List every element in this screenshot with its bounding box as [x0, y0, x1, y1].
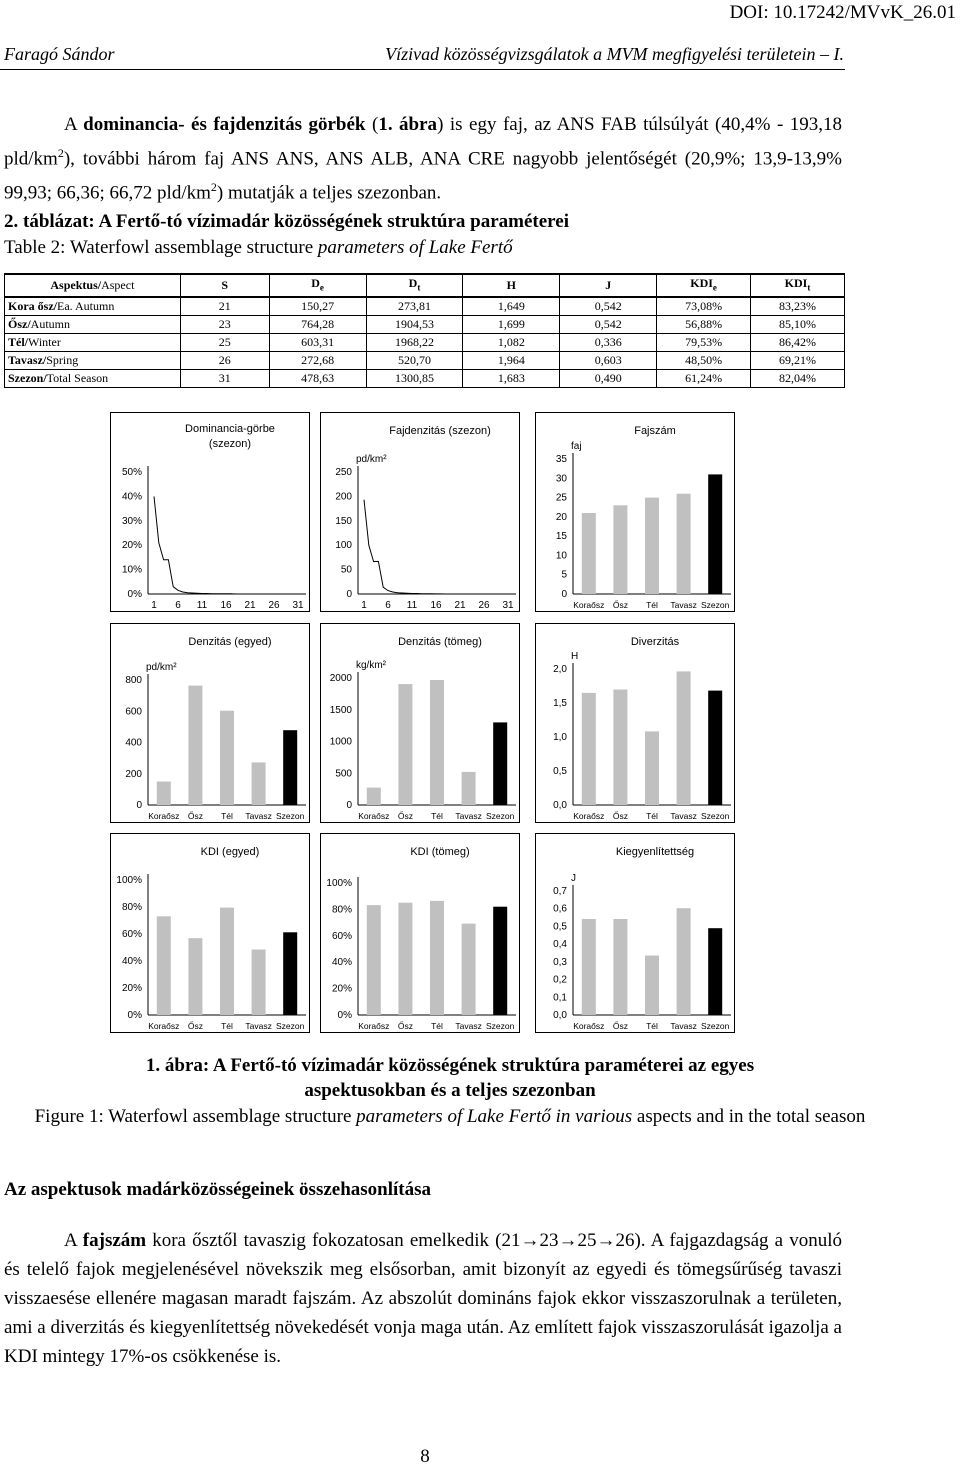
- x-tick-label: Tél: [646, 1021, 658, 1031]
- x-tick-label: Tavasz: [245, 1021, 272, 1031]
- chart-denzitas-egyed: [110, 623, 310, 823]
- series-line: [364, 500, 508, 594]
- row-label-en: Ea. Autumn: [57, 299, 115, 314]
- chart-dominancia: [110, 412, 310, 612]
- x-tick-label: Tavasz: [670, 600, 697, 610]
- chart-title: Denzitás (egyed): [188, 636, 272, 648]
- y-tick-label: 0: [561, 589, 567, 600]
- table-row: [5, 334, 845, 352]
- x-tick-label: 21: [454, 600, 466, 611]
- x-tick-label: Szezon: [701, 600, 730, 610]
- table-cell: 520,70: [366, 352, 463, 370]
- chart-kiegyenlitettseg: [535, 833, 735, 1033]
- x-tick-label: Szezon: [486, 811, 515, 821]
- y-tick-label: 30%: [121, 515, 142, 527]
- header-sub: t: [417, 282, 421, 293]
- bar: [493, 722, 507, 805]
- table-cell: 26: [180, 352, 269, 370]
- table-cell: 0,603: [560, 352, 657, 370]
- table-cell: 83,23%: [751, 297, 845, 316]
- intro-text: ) is egy faj, az ANS FAB túlsúlyát (40,4% - 193,18 pld/km: [4, 114, 843, 170]
- x-tick-label: Szezon: [701, 811, 730, 821]
- row-label-en: Autumn: [30, 317, 71, 332]
- x-tick-label: Koraősz: [148, 811, 180, 821]
- x-tick-label: Tél: [221, 1021, 233, 1031]
- y-tick-label: 100%: [116, 875, 142, 886]
- y-tick-label: 200: [125, 768, 142, 780]
- chart-svg: [535, 623, 735, 823]
- y-tick-label: 0,0: [553, 1010, 567, 1021]
- x-tick-label: Ősz: [612, 811, 628, 821]
- table-cell: 603,31: [269, 334, 366, 352]
- chart-title: Diverzitás: [630, 636, 680, 648]
- bar: [430, 901, 444, 1015]
- bar: [613, 919, 627, 1015]
- x-tick-label: 26: [478, 600, 490, 611]
- table-row: [5, 316, 845, 334]
- bar: [645, 956, 659, 1016]
- table-cell: 23: [180, 316, 269, 334]
- y-axis-label: J: [571, 873, 576, 884]
- x-tick-label: Tavasz: [455, 1021, 482, 1031]
- table-cell: 0,336: [560, 334, 657, 352]
- x-tick-label: 6: [385, 600, 391, 611]
- series-line: [154, 496, 298, 594]
- table-cell: 1,964: [463, 352, 560, 370]
- body-text: kora ősztől tavaszig fokozatosan emelkedik (21→23→25→26). A fajgazdagság a vonuló és telelő fajok megjelenésével növekszik meg elsősorban, amit bizonyít az egyedi és tömegsűrűség tavaszi visszaesése ellenére magasan maradt fajszám. Az abszolút domináns fajok ekkor visszaszorulnak a területen, ami a diverzitás és kiegyenlítettség növekedését vonja maga után. Az említett fajok visszaszorulását igazolja a KDI mintegy 17%-os csökkenése is.: [4, 1230, 842, 1367]
- y-tick-label: 40%: [121, 491, 142, 503]
- fig-cap-en: Figure 1: Waterfowl assemblage structure: [34, 1106, 357, 1127]
- y-tick-label: 100%: [326, 878, 352, 889]
- x-tick-label: 26: [268, 600, 280, 611]
- header-bold: KDI: [784, 276, 808, 290]
- table-header-cell: [180, 274, 269, 297]
- chart-svg: [110, 412, 310, 612]
- running-author: Faragó Sándor: [4, 44, 115, 64]
- bar: [398, 684, 412, 805]
- x-tick-label: Koraősz: [573, 811, 605, 821]
- row-label-hu: Ősz/: [8, 317, 31, 332]
- table-header-cell: [5, 274, 181, 297]
- intro-text: ) mutatják a teljes szezonban.: [216, 182, 442, 204]
- bar: [645, 731, 659, 805]
- y-tick-label: 20: [555, 511, 567, 523]
- y-tick-label: 0: [346, 800, 352, 811]
- chart-frame: [111, 624, 310, 823]
- bar: [582, 919, 596, 1015]
- chart-title: Denzitás (tömeg): [398, 636, 482, 648]
- x-tick-label: Ősz: [187, 1021, 203, 1031]
- table-cell: 79,53%: [657, 334, 751, 352]
- y-tick-label: 50%: [121, 467, 142, 478]
- y-tick-label: 15: [555, 531, 567, 543]
- chart-svg: [320, 833, 520, 1033]
- chart-svg: [320, 623, 520, 823]
- chart-denzitas-tomeg: [320, 623, 520, 823]
- bar: [220, 908, 234, 1015]
- table-cell: 272,68: [269, 352, 366, 370]
- chart-svg: [320, 412, 520, 612]
- y-tick-label: 0%: [127, 1010, 142, 1021]
- chart-title: Dominancia-görbe: [185, 423, 275, 435]
- table-cell: 1,683: [463, 370, 560, 388]
- x-tick-label: Koraősz: [148, 1021, 180, 1031]
- bar: [493, 907, 507, 1015]
- header-bold: S: [221, 278, 229, 293]
- table-cell: 0,542: [560, 297, 657, 316]
- y-axis-label: pd/km²: [146, 662, 177, 673]
- y-tick-label: 60%: [121, 929, 142, 940]
- x-tick-label: Szezon: [276, 811, 305, 821]
- intro-text: A: [64, 114, 84, 135]
- row-label: [5, 370, 181, 388]
- bar: [283, 932, 297, 1015]
- header-bold: J: [605, 278, 612, 293]
- bar: [462, 924, 476, 1015]
- header-rule: [0, 69, 845, 70]
- chart-frame: [321, 413, 520, 612]
- bar: [677, 494, 691, 594]
- y-tick-label: 5: [561, 569, 567, 581]
- x-tick-label: 16: [430, 600, 442, 611]
- table-header-row: [5, 274, 845, 297]
- y-tick-label: 800: [125, 675, 142, 686]
- y-tick-label: 0: [346, 589, 352, 600]
- y-tick-label: 0,0: [553, 800, 567, 811]
- body-bold: fajszám: [82, 1230, 147, 1251]
- row-label: [5, 297, 181, 316]
- header-bold: H: [506, 278, 517, 293]
- table-body: [5, 297, 845, 388]
- y-tick-label: 200: [335, 491, 352, 503]
- table-cell: 1904,53: [366, 316, 463, 334]
- chart-title: (szezon): [208, 438, 252, 450]
- bar: [708, 474, 722, 594]
- page-number: 8: [420, 1446, 430, 1467]
- y-tick-label: 1,5: [553, 698, 567, 709]
- y-tick-label: 100: [335, 540, 352, 552]
- chart-fajdenzitas: [320, 412, 520, 612]
- row-label-en: Total Season: [46, 371, 109, 386]
- x-tick-label: Ősz: [612, 600, 628, 610]
- y-tick-label: 0,6: [553, 903, 567, 915]
- table-header-cell: [366, 274, 463, 297]
- x-tick-label: Szezon: [701, 1021, 730, 1031]
- row-label-en: Winter: [28, 335, 61, 350]
- structure-table: [4, 273, 845, 388]
- y-axis-label: faj: [571, 441, 582, 452]
- y-tick-label: 25: [555, 492, 567, 504]
- chart-kdi-tomeg: [320, 833, 520, 1033]
- x-tick-label: Ősz: [397, 811, 413, 821]
- y-tick-label: 60%: [331, 930, 352, 942]
- table-header-cell: [657, 274, 751, 297]
- y-tick-label: 250: [335, 467, 352, 478]
- x-tick-label: 21: [244, 600, 256, 611]
- y-tick-label: 0,7: [553, 886, 567, 897]
- bar: [252, 950, 266, 1016]
- bar: [367, 905, 381, 1015]
- x-tick-label: Tavasz: [670, 811, 697, 821]
- x-tick-label: Tél: [646, 811, 658, 821]
- fig-cap-en: aspects and in the total season: [632, 1106, 866, 1127]
- bar: [188, 938, 202, 1015]
- intro-bold: dominancia- és fajdenzitás görbék: [83, 114, 366, 135]
- intro-sup: 2: [57, 146, 64, 160]
- header-bold: D: [311, 276, 320, 290]
- x-tick-label: 16: [220, 600, 232, 611]
- row-label-hu: Kora ősz/: [8, 299, 57, 314]
- table-cell: 82,04%: [751, 370, 845, 388]
- table-header-cell: [463, 274, 560, 297]
- table-cell: 73,08%: [657, 297, 751, 316]
- y-tick-label: 0,1: [553, 992, 567, 1004]
- bar: [708, 691, 722, 805]
- y-tick-label: 20%: [331, 983, 352, 995]
- bar: [430, 680, 444, 805]
- chart-frame: [536, 624, 735, 823]
- bar: [157, 916, 171, 1015]
- bar: [252, 762, 266, 805]
- x-tick-label: Szezon: [486, 1021, 515, 1031]
- y-tick-label: 0,3: [553, 956, 567, 968]
- chart-svg: [535, 833, 735, 1033]
- table-row: [5, 297, 845, 316]
- table-cell: 150,27: [269, 297, 366, 316]
- row-label: [5, 316, 181, 334]
- chart-svg: [535, 412, 735, 612]
- bar: [613, 505, 627, 594]
- table-caption-hu: 2. táblázat: A Fertő-tó vízimadár közösségének struktúra paraméterei: [4, 211, 569, 232]
- row-label-hu: Tavasz/: [8, 353, 47, 368]
- y-tick-label: 0%: [337, 1010, 352, 1021]
- y-tick-label: 150: [335, 515, 352, 527]
- y-tick-label: 10%: [121, 564, 142, 576]
- table-cell: 478,63: [269, 370, 366, 388]
- x-tick-label: Tavasz: [245, 811, 272, 821]
- y-tick-label: 10: [555, 550, 567, 562]
- y-tick-label: 0%: [127, 589, 142, 600]
- y-tick-label: 1500: [329, 704, 352, 716]
- table-cell: 1300,85: [366, 370, 463, 388]
- header-bold: Aspektus/: [50, 278, 102, 293]
- y-tick-label: 30: [555, 473, 567, 485]
- chart-title: Fajszám: [634, 425, 676, 437]
- table-cell: 1968,22: [366, 334, 463, 352]
- table-cell: 85,10%: [751, 316, 845, 334]
- y-tick-label: 400: [125, 737, 142, 749]
- figure-caption-en: [0, 1105, 900, 1129]
- chart-fajszam: [535, 412, 735, 612]
- table-cell: 21: [180, 297, 269, 316]
- row-label-en: Spring: [46, 353, 79, 368]
- x-tick-label: Tél: [431, 1021, 443, 1031]
- fig-cap-line2: aspektusokban és a teljes szezonban: [304, 1080, 596, 1101]
- bar: [283, 730, 297, 805]
- body-paragraph: [4, 1226, 842, 1371]
- table-cell: 1,082: [463, 334, 560, 352]
- bar: [645, 498, 659, 594]
- chart-title: Fajdenzitás (szezon): [389, 425, 491, 437]
- y-tick-label: 35: [555, 454, 567, 465]
- intro-paragraph: [4, 110, 842, 208]
- table-cell: 61,24%: [657, 370, 751, 388]
- bar: [188, 686, 202, 805]
- chart-diverzitas: [535, 623, 735, 823]
- table-cell: 273,81: [366, 297, 463, 316]
- header-sub: t: [807, 282, 811, 293]
- table-row: [5, 370, 845, 388]
- table-cell: 1,649: [463, 297, 560, 316]
- bar: [677, 671, 691, 805]
- bar: [367, 788, 381, 805]
- row-label: [5, 334, 181, 352]
- bar: [582, 513, 596, 594]
- y-tick-label: 0,5: [553, 766, 567, 777]
- body-text: A: [64, 1230, 83, 1251]
- header-sub: e: [712, 282, 717, 293]
- x-tick-label: Ősz: [397, 1021, 413, 1031]
- intro-text: (: [365, 114, 379, 135]
- y-axis-label: kg/km²: [356, 660, 386, 671]
- x-tick-label: 1: [361, 600, 367, 611]
- bar: [582, 693, 596, 805]
- running-title: Vízivad közösségvizsgálatok a MVM megfigyelési területein – I.: [385, 44, 844, 64]
- y-tick-label: 50: [340, 564, 352, 576]
- bar: [613, 690, 627, 806]
- caption-plain: Table 2: Waterfowl assemblage structure: [4, 237, 318, 258]
- x-tick-label: Ősz: [612, 1021, 628, 1031]
- header-normal: Aspect: [101, 278, 135, 293]
- intro-sup: 2: [210, 180, 217, 195]
- x-tick-label: Ősz: [187, 811, 203, 821]
- y-tick-label: 40%: [121, 956, 142, 967]
- y-tick-label: 0,5: [553, 921, 567, 933]
- intro-text: ), további három faj ANS ANS, ANS ALB, ANA CRE nagyobb jelentőségét (20,9%; 13,9-13,9% 99,93; 66,36; 66,72 pld/km: [4, 148, 842, 204]
- table-cell: 0,542: [560, 316, 657, 334]
- y-tick-label: 0,4: [553, 939, 567, 951]
- fig-cap-line1: 1. ábra: A Fertő-tó vízimadár közösségének struktúra paraméterei az egyes: [145, 1055, 755, 1076]
- chart-frame: [321, 624, 520, 823]
- row-label: [5, 352, 181, 370]
- header-sub: e: [319, 282, 324, 293]
- chart-kdi-egyed: [110, 833, 310, 1033]
- y-tick-label: 0: [136, 800, 142, 811]
- table-cell: 764,28: [269, 316, 366, 334]
- x-tick-label: Szezon: [276, 1021, 305, 1031]
- y-tick-label: 80%: [331, 904, 352, 916]
- bar: [157, 782, 171, 806]
- header-bold: D: [408, 276, 418, 290]
- table-cell: 0,490: [560, 370, 657, 388]
- y-tick-label: 80%: [121, 902, 142, 913]
- y-tick-label: 20%: [121, 540, 142, 552]
- bar: [708, 928, 722, 1015]
- x-tick-label: 6: [175, 600, 181, 611]
- row-label-hu: Tél/: [8, 335, 28, 350]
- x-tick-label: Koraősz: [573, 600, 605, 610]
- table-cell: 48,50%: [657, 352, 751, 370]
- caption-italic: parameters of Lake Fertő: [317, 237, 513, 258]
- chart-title: KDI (tömeg): [410, 846, 470, 858]
- figure-ref: 1. ábra: [378, 114, 438, 135]
- chart-title: KDI (egyed): [200, 846, 260, 858]
- table-cell: 1,699: [463, 316, 560, 334]
- chart-svg: [110, 833, 310, 1033]
- x-tick-label: Tél: [646, 600, 658, 610]
- table-cell: 69,21%: [751, 352, 845, 370]
- x-tick-label: Koraősz: [573, 1021, 605, 1031]
- bar: [398, 903, 412, 1015]
- header-bold: KDI: [690, 276, 713, 290]
- x-tick-label: Tavasz: [455, 811, 482, 821]
- x-tick-label: Tél: [431, 811, 443, 821]
- table-header-cell: [269, 274, 366, 297]
- bar: [677, 908, 691, 1015]
- table-cell: 31: [180, 370, 269, 388]
- y-tick-label: 1000: [329, 736, 352, 748]
- chart-svg: [110, 623, 310, 823]
- table-caption-en: [4, 237, 513, 259]
- y-tick-label: 600: [125, 706, 142, 718]
- table-header-cell: [560, 274, 657, 297]
- y-axis-label: H: [571, 651, 579, 662]
- table-cell: 56,88%: [657, 316, 751, 334]
- x-tick-label: Koraősz: [358, 811, 390, 821]
- x-tick-label: 1: [151, 600, 157, 611]
- y-tick-label: 1,0: [553, 732, 567, 743]
- y-tick-label: 40%: [331, 957, 352, 969]
- table-header-cell: [751, 274, 845, 297]
- table-row: [5, 352, 845, 370]
- y-tick-label: 20%: [121, 983, 142, 994]
- x-tick-label: 11: [406, 600, 418, 611]
- x-tick-label: 31: [502, 600, 514, 611]
- bar: [220, 711, 234, 805]
- x-tick-label: Tavasz: [670, 1021, 697, 1031]
- bar: [462, 772, 476, 805]
- figure-caption-hu: [0, 1053, 900, 1103]
- y-tick-label: 2,0: [553, 664, 567, 675]
- y-axis-label: pd/km²: [356, 454, 387, 465]
- y-tick-label: 0,2: [553, 974, 567, 986]
- section-heading: Az aspektusok madárközösségeinek összehasonlítása: [4, 1179, 432, 1200]
- x-tick-label: 11: [196, 600, 208, 611]
- doi-label: DOI: 10.17242/MVvK_26.01: [729, 2, 956, 23]
- x-tick-label: Tél: [221, 811, 233, 821]
- x-tick-label: Koraősz: [358, 1021, 390, 1031]
- fig-cap-en-italic: parameters of Lake Fertő in various: [356, 1106, 633, 1127]
- table-cell: 25: [180, 334, 269, 352]
- table-cell: 86,42%: [751, 334, 845, 352]
- y-tick-label: 500: [335, 768, 352, 780]
- chart-title: Kiegyenlítettség: [615, 846, 695, 858]
- y-tick-label: 2000: [329, 673, 352, 684]
- x-tick-label: 31: [292, 600, 304, 611]
- row-label-hu: Szezon/: [8, 371, 47, 386]
